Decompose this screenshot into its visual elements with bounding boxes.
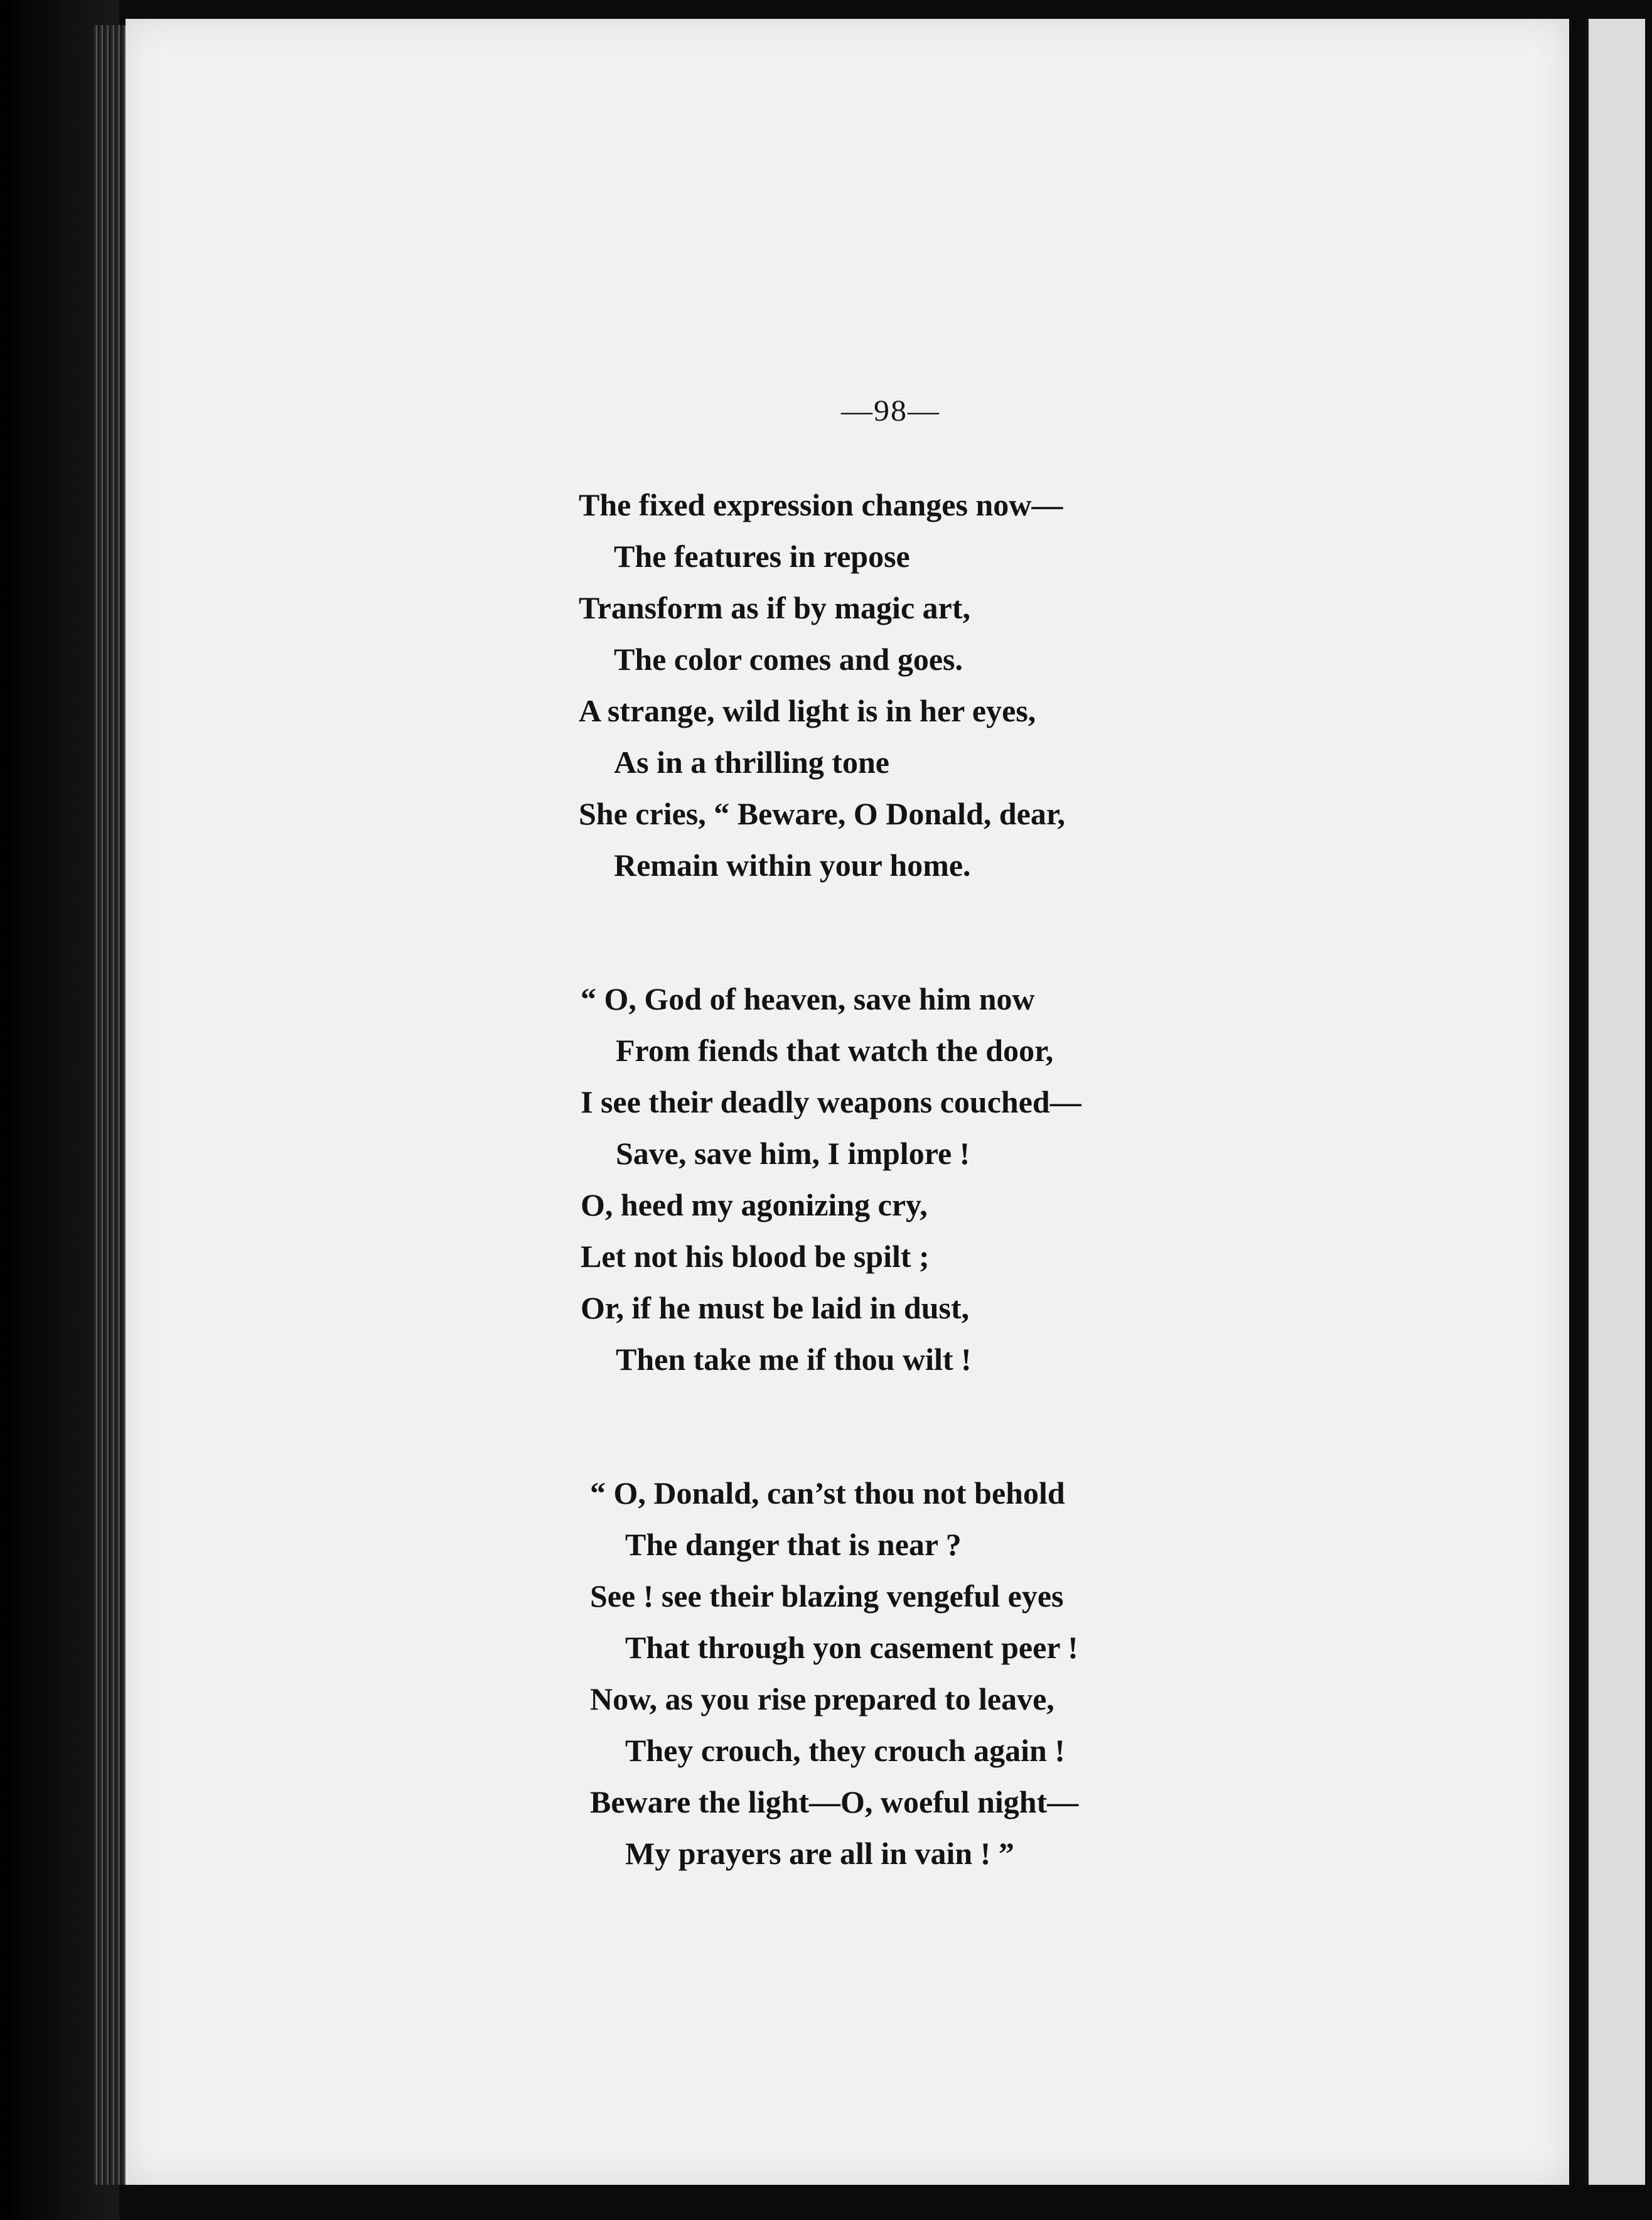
verse-line: I see their deadly weapons couched— <box>581 1084 1081 1119</box>
verse-line: From fiends that watch the door, <box>616 1033 1054 1068</box>
verse-line: The features in repose <box>614 539 910 574</box>
verse-line: As in a thrilling tone <box>614 745 889 780</box>
verse-line: “ O, Donald, can’st thou not behold <box>590 1475 1065 1511</box>
stanza-3 <box>590 1467 1078 1879</box>
verse-line: Now, as you rise prepared to leave, <box>590 1681 1054 1716</box>
verse-line: A strange, wild light is in her eyes, <box>579 693 1036 728</box>
verse-line: Let not his blood be spilt ; <box>581 1239 930 1274</box>
stanza-1 <box>579 479 1065 891</box>
verse-line: She cries, “ Beware, O Donald, dear, <box>579 796 1065 831</box>
verse-line: Beware the light—O, woeful night— <box>590 1784 1079 1819</box>
verse-line: “ O, God of heaven, save him now <box>581 981 1035 1016</box>
page-number: —98— <box>841 394 940 428</box>
verse-line: O, heed my agonizing cry, <box>581 1187 928 1222</box>
verse-line: Then take me if thou wilt ! <box>616 1342 972 1377</box>
verse-line: My prayers are all in vain ! ” <box>625 1836 1014 1871</box>
verse-line: Save, save him, I implore ! <box>616 1136 970 1171</box>
verse-line: The danger that is near ? <box>625 1527 962 1562</box>
verse-line: The color comes and goes. <box>614 642 963 677</box>
verse-line: Or, if he must be laid in dust, <box>581 1290 970 1325</box>
verse-line: See ! see their blazing vengeful eyes <box>590 1578 1064 1614</box>
verse-line: They crouch, they crouch again ! <box>625 1733 1065 1768</box>
verse-line: The fixed expression changes now— <box>579 487 1063 522</box>
facing-page-edge <box>1585 19 1645 2185</box>
stanza-2 <box>581 973 1081 1385</box>
verse-line: That through yon casement peer ! <box>625 1630 1078 1665</box>
verse-line: Remain within your home. <box>614 848 971 883</box>
verse-line: Transform as if by magic art, <box>579 590 970 625</box>
